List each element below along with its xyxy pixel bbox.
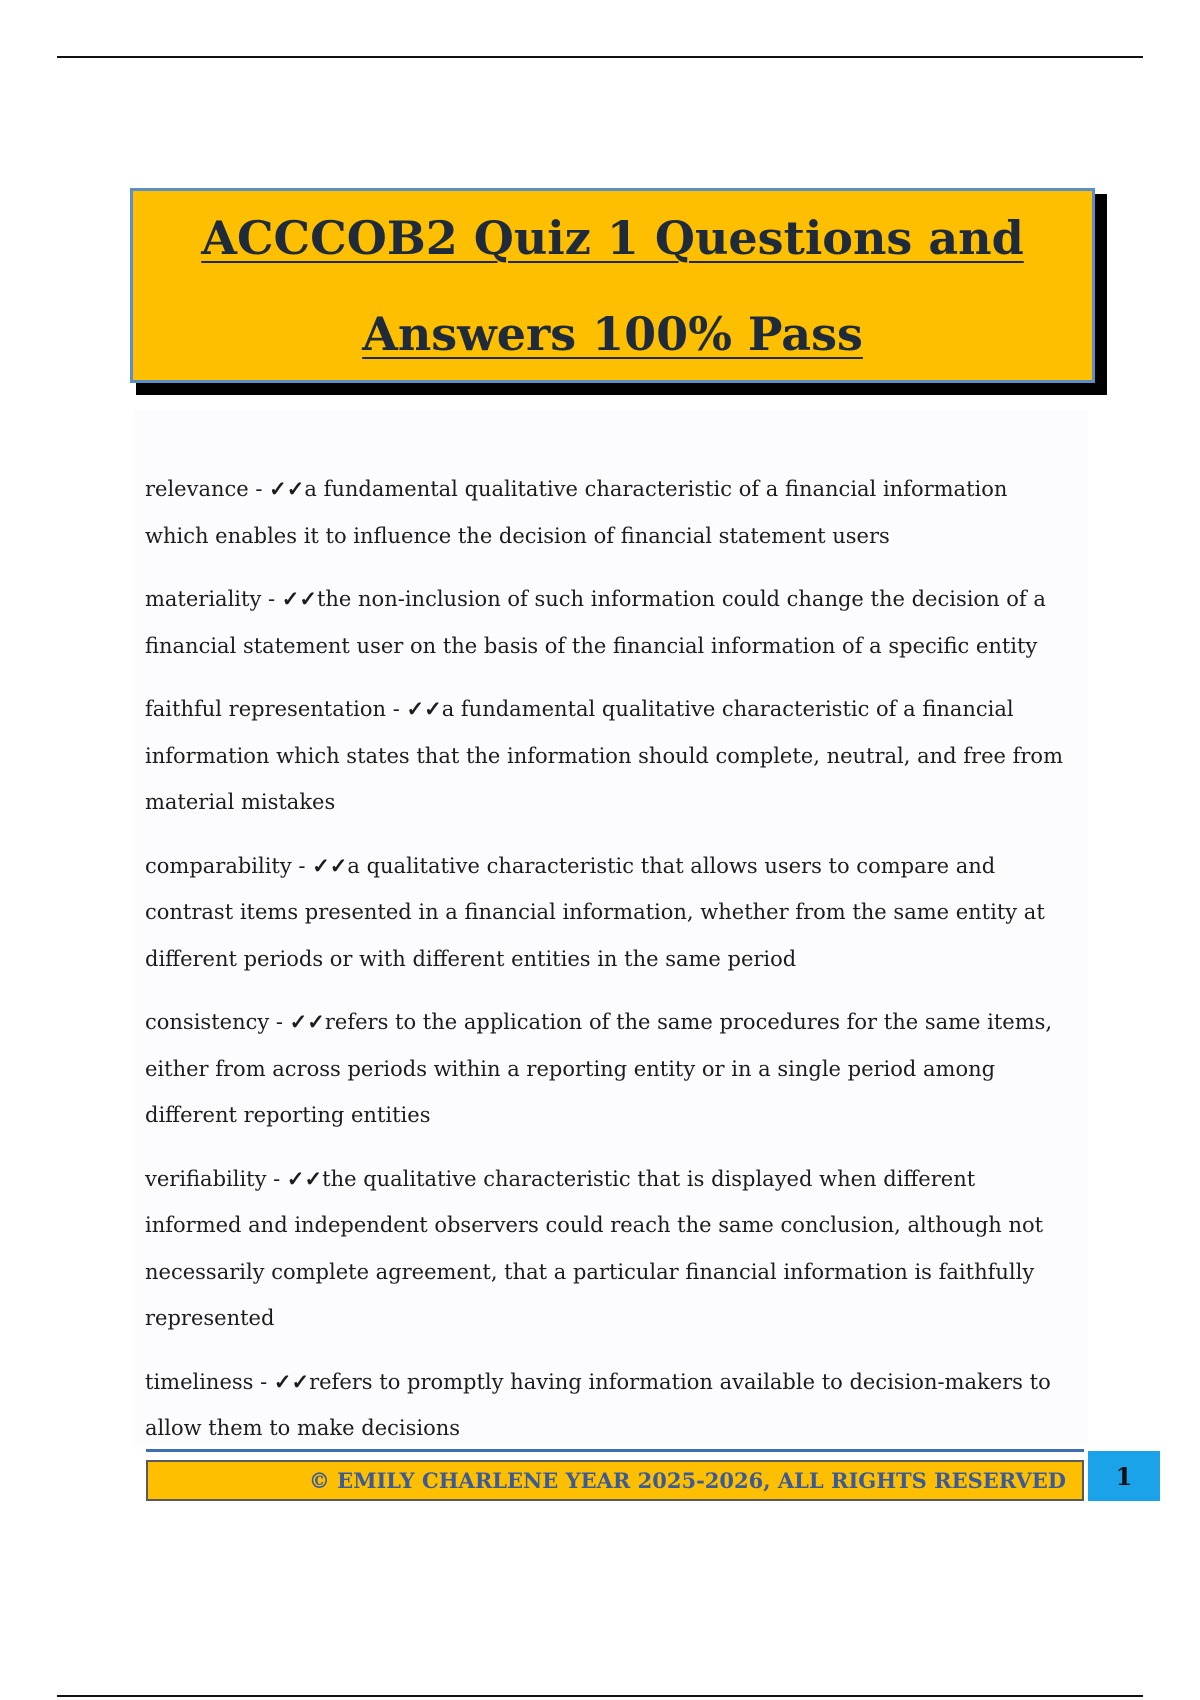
qa-item (133, 1359, 1088, 1452)
page-number-badge: 1 (1088, 1451, 1160, 1501)
qa-item (133, 686, 1088, 826)
copyright-notice: © EMILY CHARLENE YEAR 2025-2026, ALL RIGHTS RESERVED (308, 1468, 1066, 1493)
bottom-rule (57, 1695, 1143, 1697)
qa-separator: - (248, 477, 270, 501)
qa-term: comparability (145, 853, 292, 878)
qa-term: timeliness (145, 1369, 254, 1394)
qa-term: consistency (145, 1010, 270, 1034)
footer-rule (146, 1449, 1084, 1452)
qa-item (133, 1156, 1088, 1342)
footer-banner (146, 1460, 1084, 1501)
qa-term: faithful representation (145, 697, 387, 721)
check-icon: ✓✓ (289, 1009, 325, 1034)
qa-definition: a fundamental qualitative characteristic of a financial information which states that the information should complete, neutral, and free from material mistakes (145, 697, 1063, 814)
qa-separator: - (266, 1166, 287, 1191)
qa-separator: - (261, 587, 282, 611)
qa-list (133, 410, 1088, 1452)
document-title-line-1: ACCCOB2 Quiz 1 Questions and (201, 210, 1024, 265)
qa-item (133, 576, 1088, 669)
qa-separator: - (386, 697, 407, 721)
title-banner (130, 188, 1105, 393)
qa-definition: the qualitative characteristic that is displayed when different informed and independent observers could reach the same conclusion, although not necessarily complete agreement, that a particular financial information is faithfully represented (145, 1166, 1044, 1330)
qa-item (133, 999, 1088, 1139)
qa-term: materiality (145, 587, 262, 611)
qa-term: verifiability (145, 1166, 267, 1191)
check-icon: ✓✓ (312, 852, 348, 878)
qa-definition: refers to the application of the same procedures for the same items, either from across periods within a reporting entity or in a single period among different reporting entities (145, 1010, 1053, 1127)
qa-term: relevance (145, 477, 249, 501)
qa-item (133, 466, 1088, 559)
qa-content (133, 410, 1088, 1445)
check-icon: ✓✓ (281, 586, 317, 611)
document-title-line-2: Answers 100% Pass (362, 306, 863, 361)
check-icon: ✓✓ (273, 1368, 310, 1394)
qa-separator: - (269, 1010, 290, 1034)
qa-item (133, 843, 1088, 983)
check-icon: ✓✓ (286, 1165, 323, 1191)
qa-separator: - (253, 1369, 274, 1394)
qa-definition: a fundamental qualitative characteristic of a financial information which enables it to influence the decision of financial statement users (145, 477, 1008, 548)
qa-definition: the non-inclusion of such information could change the decision of a financial statement user on the basis of the financial information of a specific entity (145, 587, 1046, 658)
qa-definition: refers to promptly having information available to decision-makers to allow them to make decisions (145, 1369, 1051, 1440)
top-rule (57, 56, 1143, 58)
check-icon: ✓✓ (269, 476, 305, 501)
check-icon: ✓✓ (406, 696, 442, 721)
qa-definition: a qualitative characteristic that allows users to compare and contrast items presented in a financial information, whether from the same entity at different periods or with different entities in the same period (145, 853, 1045, 971)
qa-separator: - (291, 853, 313, 878)
title-box (130, 188, 1095, 383)
